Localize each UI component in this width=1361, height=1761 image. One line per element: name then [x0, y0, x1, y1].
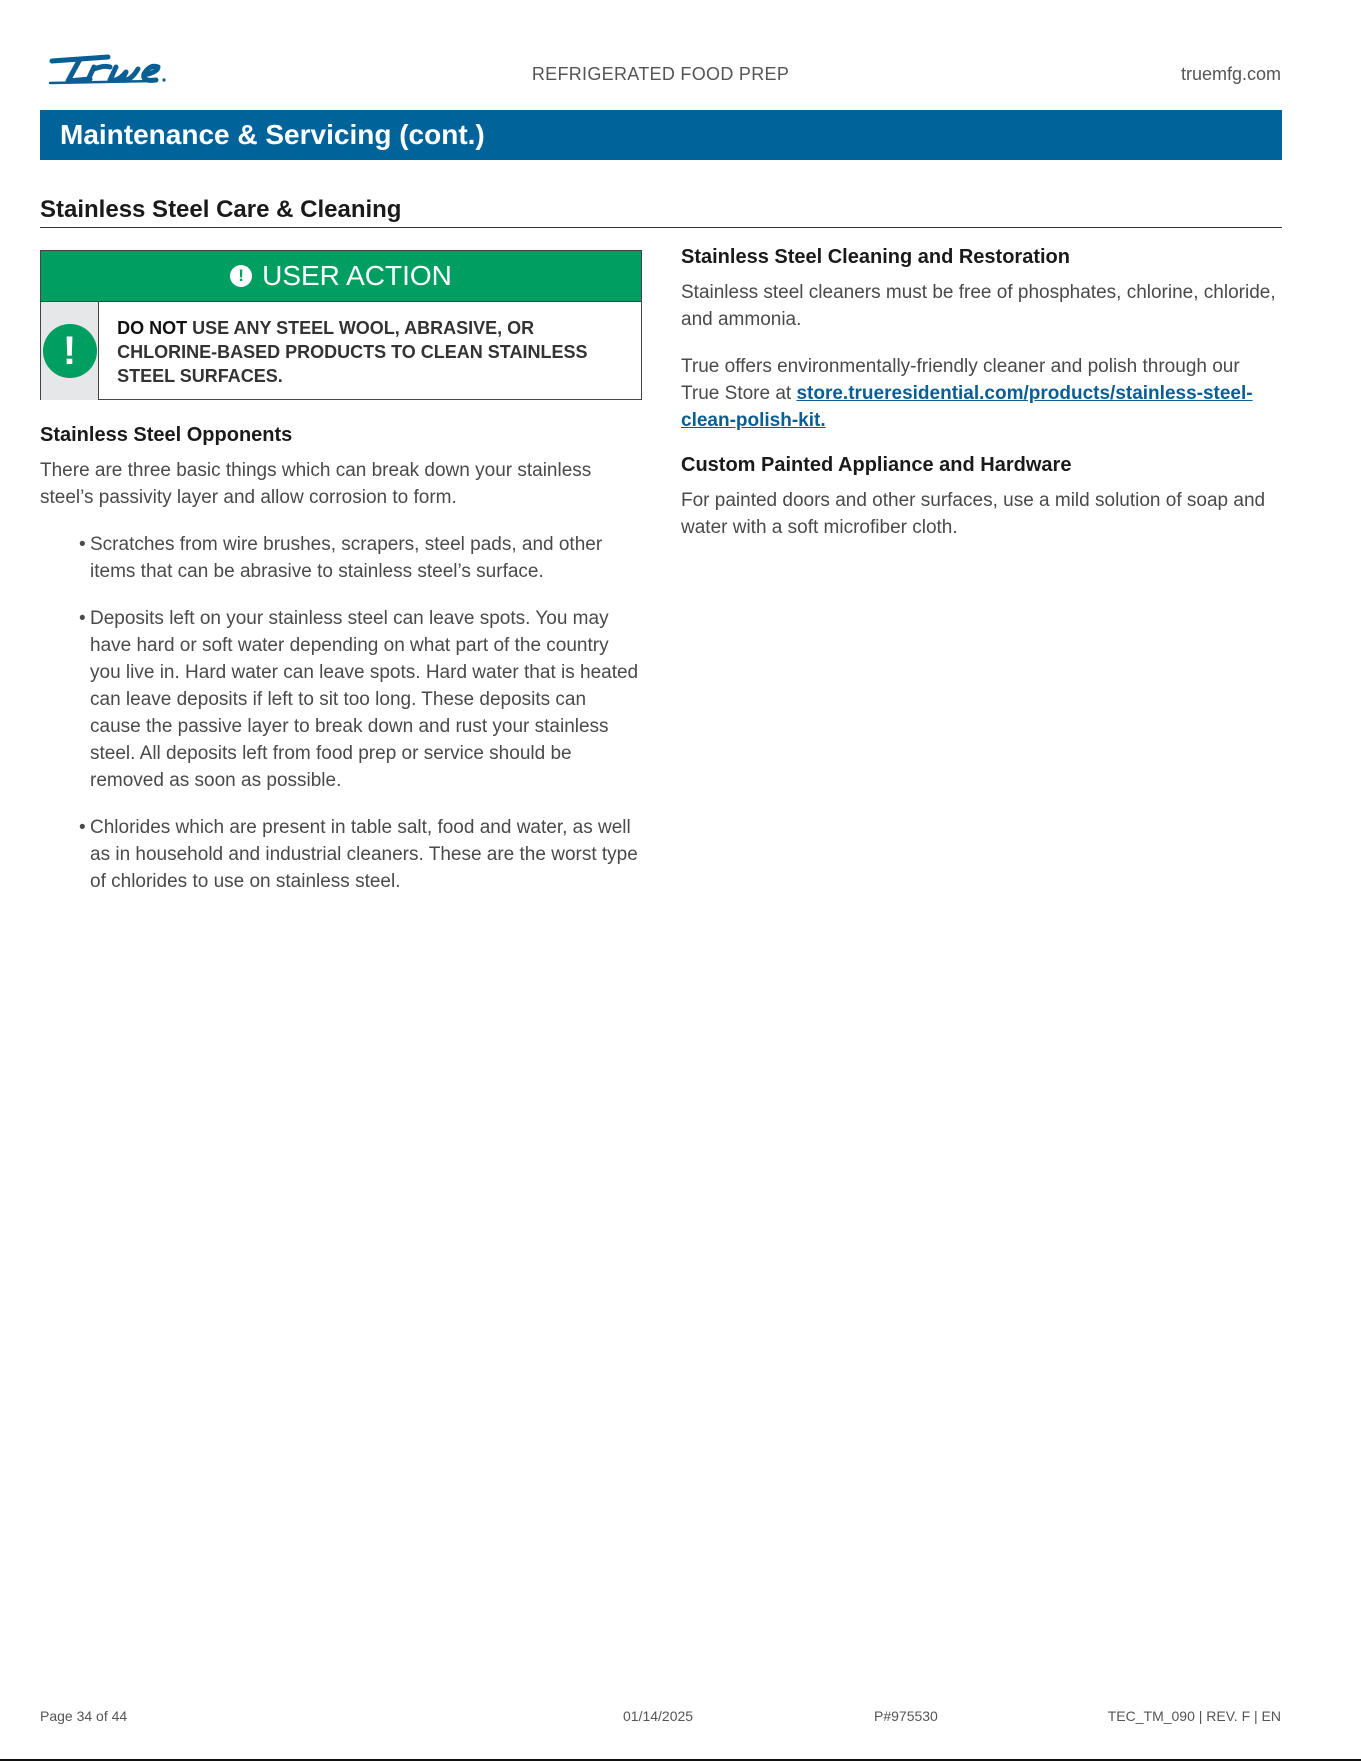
list-item: • Chlorides which are present in table salt, food and water, as well as in household and industrial cleaners. These are the worst type of chlorides to use on stainless steel.: [80, 814, 640, 895]
footer-date: 01/14/2025: [623, 1708, 694, 1724]
page-number: Page 34 of 44: [40, 1708, 128, 1724]
restoration-heading: Stainless Steel Cleaning and Restoration: [681, 246, 1070, 268]
callout-title: USER ACTION: [262, 260, 452, 291]
document-category: REFRIGERATED FOOD PREP: [531, 64, 790, 84]
painted-heading: Custom Painted Appliance and Hardware: [681, 454, 1072, 476]
callout-text-rest: USE ANY STEEL WOOL, ABRASIVE, OR CHLORINE-BASED PRODUCTS TO CLEAN STAINLESS STEEL SURFACES.: [117, 318, 588, 386]
left-column: [40, 424, 640, 915]
exclamation-circle-icon: !: [43, 324, 97, 378]
restoration-p1: Stainless steel cleaners must be free of phosphates, chlorine, chloride, and ammonia.: [681, 282, 1276, 330]
opponents-intro: There are three basic things which can break down your stainless steel’s passivity layer and allow corrosion to form.: [40, 460, 592, 508]
website-link[interactable]: truemfg.com: [1180, 64, 1281, 84]
callout-warning-text: [99, 302, 641, 400]
opponents-heading: Stainless Steel Opponents: [40, 424, 293, 446]
list-item: • Deposits left on your stainless steel can leave spots. You may have hard or soft water depending on what part of the country you live in. Hard water can leave spots. Hard water that is heated can leave deposits if left to sit too long. These deposits can cause the passive layer to break down and rust your stainless steel. All deposits left from food prep or service should be removed as soon as possible.: [80, 605, 640, 794]
callout-icon-cell: [41, 302, 99, 400]
doc-code: TEC_TM_090 | REV. F | EN: [1107, 1708, 1281, 1724]
part-number: P#975530: [874, 1708, 938, 1724]
user-action-callout: [40, 250, 642, 400]
section-title-bar: Maintenance & Servicing (cont.): [40, 110, 1282, 160]
exclamation-circle-icon: !: [230, 265, 252, 287]
callout-bold-lead: DO NOT: [117, 318, 188, 338]
list-item: • Scratches from wire brushes, scrapers, steel pads, and other items that can be abrasive to stainless steel’s surface.: [80, 531, 640, 585]
opponents-list: [40, 531, 640, 895]
right-column: [681, 246, 1281, 561]
subsection-title: Stainless Steel Care & Cleaning: [40, 196, 1282, 228]
restoration-p2-text: True offers environmentally-friendly cleaner and polish through our True Store at: [681, 356, 1240, 404]
restoration-p2: [681, 353, 1281, 434]
painted-text: For painted doors and other surfaces, use a mild solution of soap and water with a soft microfiber cloth.: [681, 490, 1266, 538]
callout-body: [41, 302, 641, 400]
callout-header: [41, 251, 641, 302]
store-link[interactable]: store.trueresidential.com/products/stainless-steel-clean-polish-kit.: [681, 383, 1253, 431]
